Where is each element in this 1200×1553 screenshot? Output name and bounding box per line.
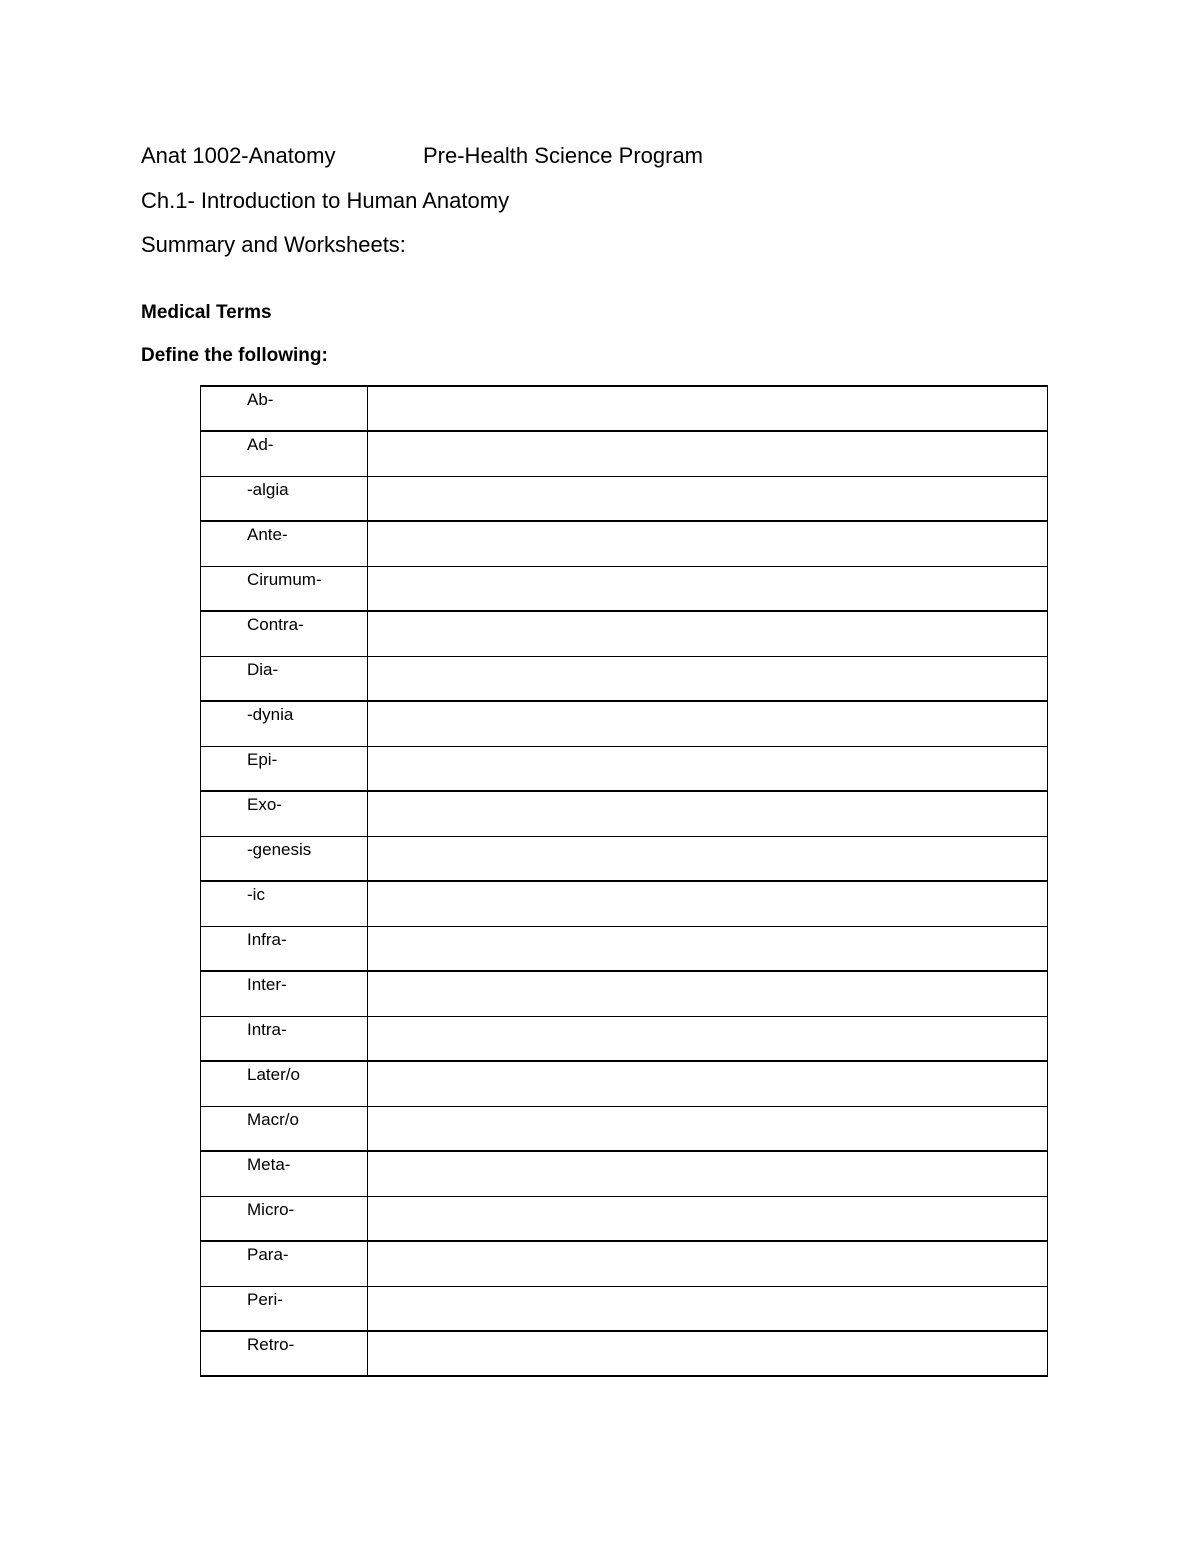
- definition-cell[interactable]: [368, 1196, 1048, 1241]
- term-cell: Inter-: [201, 971, 368, 1016]
- term-cell: Para-: [201, 1241, 368, 1286]
- table-row: [201, 701, 1048, 746]
- term-cell: Ante-: [201, 521, 368, 566]
- table-row: [201, 1241, 1048, 1286]
- term-cell: -ic: [201, 881, 368, 926]
- term-cell: Later/o: [201, 1061, 368, 1106]
- table-row: [201, 971, 1048, 1016]
- definition-cell[interactable]: [368, 836, 1048, 881]
- definition-cell[interactable]: [368, 1241, 1048, 1286]
- header-course-line: [141, 143, 704, 169]
- table-row: [201, 1016, 1048, 1061]
- definition-cell[interactable]: [368, 1331, 1048, 1376]
- table-row: [201, 1106, 1048, 1151]
- table-row: [201, 431, 1048, 476]
- definition-cell[interactable]: [368, 386, 1048, 431]
- table-row: [201, 1061, 1048, 1106]
- definition-cell[interactable]: [368, 1016, 1048, 1061]
- definition-cell[interactable]: [368, 1151, 1048, 1196]
- table-row: [201, 1151, 1048, 1196]
- term-cell: Contra-: [201, 611, 368, 656]
- table-row: [201, 476, 1048, 521]
- table-row: [201, 791, 1048, 836]
- definition-cell[interactable]: [368, 971, 1048, 1016]
- term-cell: Ad-: [201, 431, 368, 476]
- term-cell: -genesis: [201, 836, 368, 881]
- section-instruction: Define the following:: [141, 345, 328, 366]
- term-cell: -algia: [201, 476, 368, 521]
- course-title: Anat 1002-Anatomy: [141, 143, 336, 168]
- summary-title: Summary and Worksheets:: [141, 232, 406, 257]
- definition-cell[interactable]: [368, 746, 1048, 791]
- definition-cell[interactable]: [368, 566, 1048, 611]
- definition-cell[interactable]: [368, 1106, 1048, 1151]
- chapter-title: Ch.1- Introduction to Human Anatomy: [141, 188, 510, 213]
- term-cell: Exo-: [201, 791, 368, 836]
- term-cell: Retro-: [201, 1331, 368, 1376]
- term-cell: -dynia: [201, 701, 368, 746]
- term-cell: Epi-: [201, 746, 368, 791]
- definition-cell[interactable]: [368, 656, 1048, 701]
- term-cell: Macr/o: [201, 1106, 368, 1151]
- term-cell: Ab-: [201, 386, 368, 431]
- term-cell: Dia-: [201, 656, 368, 701]
- definition-cell[interactable]: [368, 431, 1048, 476]
- definition-cell[interactable]: [368, 791, 1048, 836]
- table-row: [201, 1331, 1048, 1376]
- definition-cell[interactable]: [368, 701, 1048, 746]
- table-row: [201, 926, 1048, 971]
- table-row: [201, 881, 1048, 926]
- table-row: [201, 1286, 1048, 1331]
- table-row: [201, 521, 1048, 566]
- term-cell: Infra-: [201, 926, 368, 971]
- table-row: [201, 566, 1048, 611]
- definition-cell[interactable]: [368, 1061, 1048, 1106]
- table-row: [201, 656, 1048, 701]
- table-row: [201, 746, 1048, 791]
- term-cell: Peri-: [201, 1286, 368, 1331]
- term-cell: Meta-: [201, 1151, 368, 1196]
- program-title: Pre-Health Science Program: [423, 143, 704, 168]
- table-row: [201, 1196, 1048, 1241]
- definition-cell[interactable]: [368, 1286, 1048, 1331]
- definition-cell[interactable]: [368, 881, 1048, 926]
- table-row: [201, 836, 1048, 881]
- section-title: Medical Terms: [141, 302, 272, 323]
- terms-table: [200, 385, 1048, 1377]
- definition-cell[interactable]: [368, 476, 1048, 521]
- term-cell: Cirumum-: [201, 566, 368, 611]
- definition-cell[interactable]: [368, 926, 1048, 971]
- definition-cell[interactable]: [368, 611, 1048, 656]
- table-row: [201, 386, 1048, 431]
- table-row: [201, 611, 1048, 656]
- definition-cell[interactable]: [368, 521, 1048, 566]
- term-cell: Micro-: [201, 1196, 368, 1241]
- term-cell: Intra-: [201, 1016, 368, 1061]
